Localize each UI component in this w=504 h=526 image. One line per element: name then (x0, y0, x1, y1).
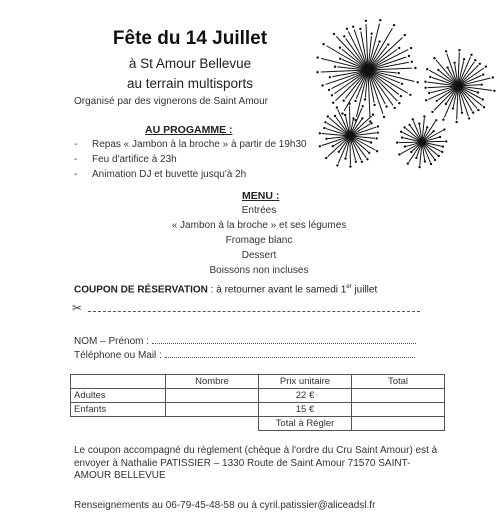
location-line-1: à St Amour Bellevue (128, 56, 252, 71)
table-total-input[interactable] (352, 417, 445, 431)
programme-item-text: Animation DJ et buvette jusqu'à 2h (92, 169, 247, 180)
table-cell-label: Enfants (71, 403, 166, 417)
coupon-text-sup: er (346, 284, 352, 290)
menu-list (140, 203, 378, 278)
name-field-label: NOM – Prénom : (74, 336, 150, 347)
reservation-table (70, 374, 445, 431)
menu-item: Dessert (241, 250, 277, 261)
firework-burst-bottom-right (396, 115, 448, 168)
list-dash: - (74, 169, 78, 180)
table-cell-input[interactable] (166, 403, 259, 417)
table-header-cell (71, 375, 166, 389)
table-cell-input[interactable] (352, 389, 445, 403)
table-cell-input[interactable] (166, 389, 259, 403)
table-cell-price: 22 € (259, 389, 352, 403)
scissors-icon: ✂ (72, 301, 83, 315)
table-header-cell: Nombre (166, 375, 259, 389)
programme-item-text: Feu d'artifice à 23h (92, 154, 177, 165)
table-cell-label: Adultes (71, 389, 166, 403)
table-row (71, 403, 445, 417)
cut-line (72, 301, 420, 317)
fireworks-illustration (306, 18, 498, 176)
cut-dashes (88, 311, 420, 312)
contact-field[interactable] (74, 349, 415, 361)
contact-field-dotted-line[interactable] (165, 349, 415, 358)
menu-item: Boissons non incluses (209, 265, 309, 276)
location-line-2: au terrain multisports (126, 76, 254, 91)
name-field-dotted-line[interactable] (152, 335, 416, 344)
coupon-instruction (74, 284, 377, 295)
contact-field-label: Téléphone ou Mail : (74, 350, 162, 361)
table-cell-input[interactable] (352, 403, 445, 417)
table-row (71, 389, 445, 403)
list-dash: - (74, 139, 78, 150)
programme-heading: AU PROGAMME : (145, 124, 233, 136)
menu-heading: MENU : (242, 190, 280, 202)
menu-item: « Jambon à la broche » et ses légumes (171, 220, 347, 231)
list-dash: - (74, 154, 78, 165)
name-field[interactable] (74, 335, 416, 347)
programme-item (74, 152, 307, 167)
programme-item (74, 167, 307, 182)
coupon-title: COUPON DE RÉSERVATION (74, 284, 208, 296)
programme-list (74, 137, 307, 182)
table-total-row (71, 417, 445, 431)
organizer-line: Organisé par des vignerons de Saint Amour (74, 96, 268, 107)
table-total-label: Total à Régler (259, 417, 352, 431)
page-title: Fête du 14 Juillet (112, 28, 268, 49)
menu-item: Fromage blanc (225, 235, 293, 246)
firework-burst-right (424, 49, 495, 123)
menu-item: Entrées (241, 205, 277, 216)
table-header-cell: Prix unitaire (259, 375, 352, 389)
table-empty-cell (166, 417, 259, 431)
table-header-row (71, 375, 445, 389)
table-header-cell: Total (352, 375, 445, 389)
coupon-text-end: juillet (351, 284, 378, 296)
mailing-instructions: Le coupon accompagné du règlement (chèque à l'ordre du Cru Saint Amour) est à envoyer à Nathalie PATISSIER – 1330 Route de Saint Amour 71570 SAINT-AMOUR BELLEVUE (74, 445, 438, 481)
table-empty-cell (71, 417, 166, 431)
contact-info: Renseignements au 06-79-45-48-58 ou à cyril.patissier@aliceadsl.fr (74, 500, 376, 511)
programme-item-text: Repas « Jambon à la broche » à partir de 19h30 (92, 139, 307, 150)
programme-item (74, 137, 307, 152)
firework-burst-large (316, 19, 419, 123)
table-cell-price: 15 € (259, 403, 352, 417)
coupon-text: : à retourner avant le samedi 1 (207, 284, 347, 296)
